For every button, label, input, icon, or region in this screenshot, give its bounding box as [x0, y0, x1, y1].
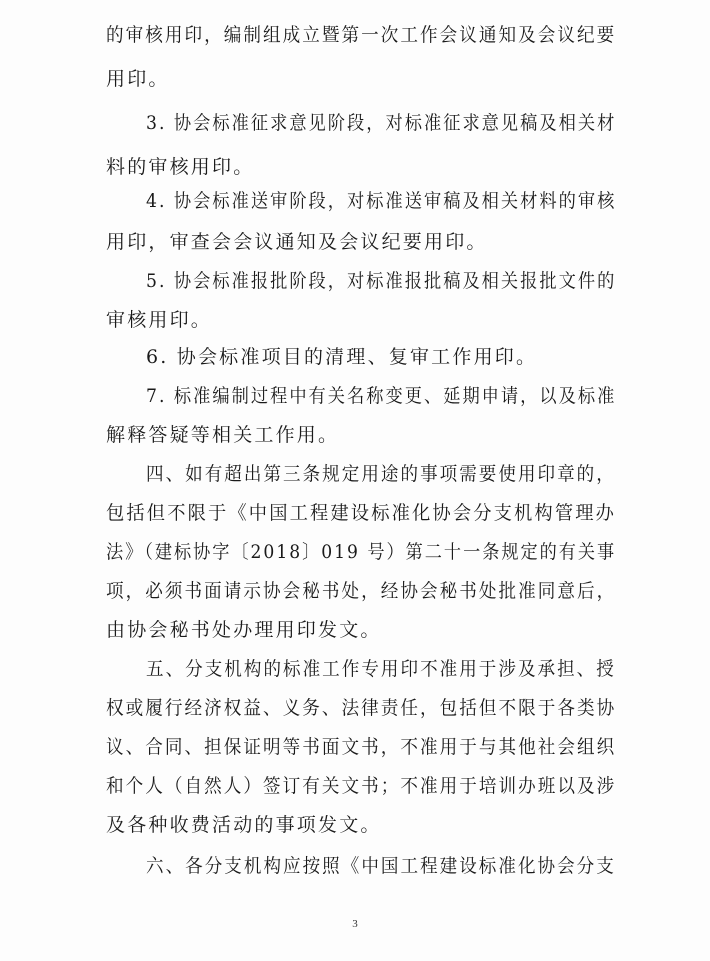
- text-line: 项，必须书面请示协会秘书处，经协会秘书处批准同意后，: [106, 580, 617, 602]
- text-line: 5. 协会标准报批阶段，对标准报批稿及相关报批文件的: [146, 270, 617, 292]
- text-line: 的审核用印，编制组成立暨第一次工作会议通知及会议纪要: [106, 24, 617, 46]
- text-line: 包括但不限于《中国工程建设标准化协会分支机构管理办: [106, 502, 617, 524]
- text-line: 及各种收费活动的事项发文。: [106, 814, 382, 836]
- text-line: 4. 协会标准送审阶段，对标准送审稿及相关材料的审核: [146, 190, 617, 212]
- text-line: 四、如有超出第三条规定用途的事项需要使用印章的，: [146, 463, 616, 485]
- text-line: 和个人（自然人）签订有关文书；不准用于培训办班以及涉: [106, 775, 617, 797]
- text-line: 3. 协会标准征求意见阶段，对标准征求意见稿及相关材: [146, 112, 617, 134]
- text-line: 用印。: [106, 68, 170, 90]
- text-line: 法》（建标协字〔2018〕019 号）第二十一条规定的有关事: [106, 541, 617, 563]
- text-line: 由协会秘书处办理用印发文。: [106, 619, 382, 641]
- text-line: 用印，审查会会议通知及会议纪要用印。: [106, 231, 488, 253]
- page-number: 3: [352, 918, 358, 930]
- text-line: 解释答疑等相关工作用。: [106, 424, 340, 446]
- text-line: 六、各分支机构应按照《中国工程建设标准化协会分支: [146, 855, 616, 877]
- text-line: 料的审核用印。: [106, 156, 255, 178]
- text-line: 6. 协会标准项目的清理、复审工作用印。: [146, 346, 538, 368]
- text-line: 议、合同、担保证明等书面文书，不准用于与其他社会组织: [106, 736, 617, 758]
- text-line: 审核用印。: [106, 309, 213, 331]
- text-line: 权或履行经济权益、义务、法律责任，包括但不限于各类协: [106, 697, 617, 719]
- text-line: 7. 标准编制过程中有关名称变更、延期申请，以及标准: [146, 385, 617, 407]
- text-line: 五、分支机构的标准工作专用印不准用于涉及承担、授: [146, 658, 616, 680]
